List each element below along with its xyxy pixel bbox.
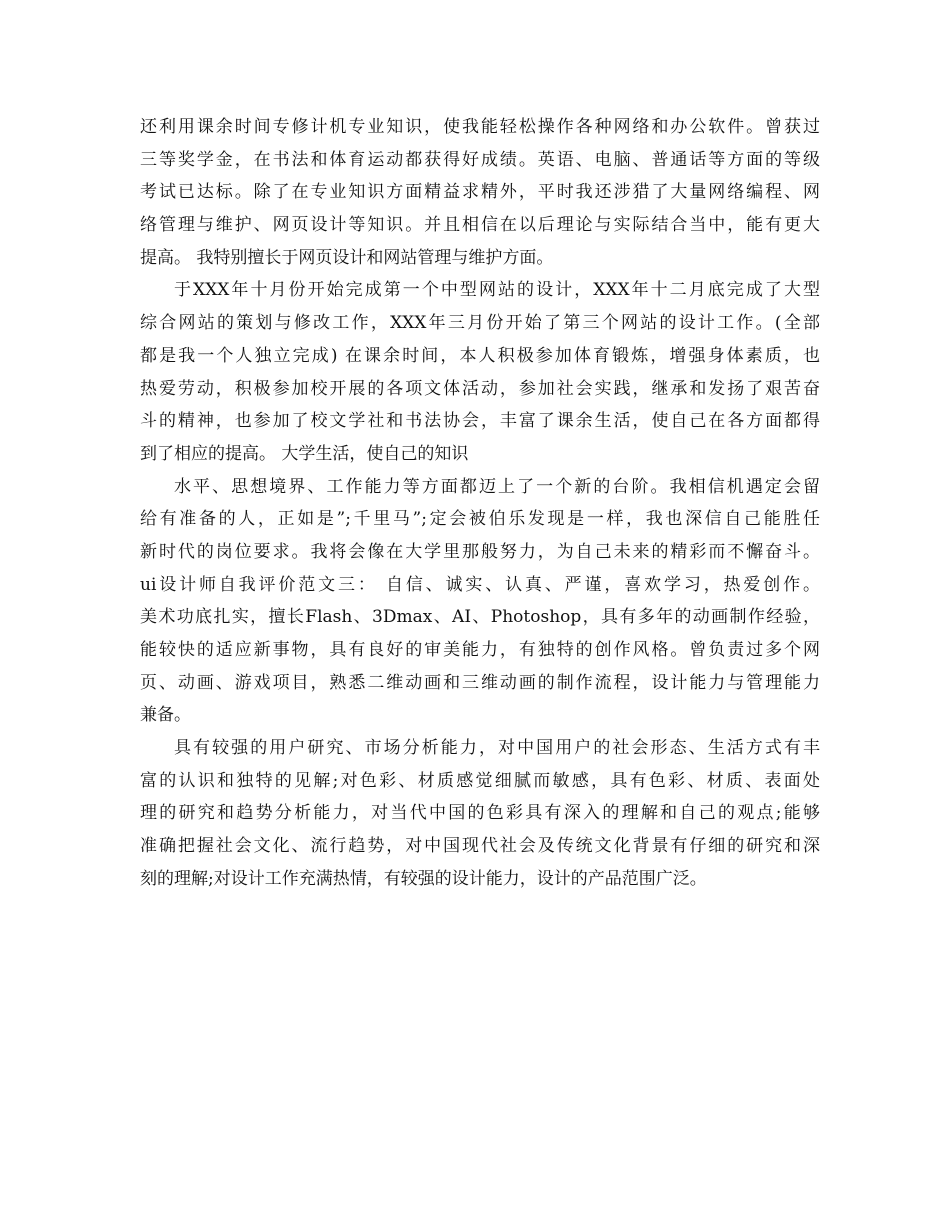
text-line: 理的研究和趋势分析能力，对当代中国的色彩具有深入的理解和自己的观点;能够 xyxy=(140,803,820,824)
text-line: 美术功底扎实，擅长Flash、3Dmax、AI、Photoshop，具有多年的动画制作经验， xyxy=(140,607,820,628)
text-line: 热爱劳动，积极参加校开展的各项文体活动，参加社会实践，继承和发扬了艰苦奋 xyxy=(140,378,820,399)
text-line: 水平、思想境界、工作能力等方面都迈上了一个新的台阶。我相信机遇定会留 xyxy=(174,476,820,497)
text-line: 兼备。 xyxy=(140,705,191,726)
text-line: ui设计师自我评价范文三： 自信、诚实、认真、严谨，喜欢学习，热爱创作。 xyxy=(140,574,820,595)
text-line: 于XXX年十月份开始完成第一个中型网站的设计，XXX年十二月底完成了大型 xyxy=(174,280,820,301)
body-text xyxy=(140,111,820,896)
text-line: 斗的精神，也参加了校文学社和书法协会，丰富了课余生活，使自己在各方面都得 xyxy=(140,411,820,432)
text-line: 具有较强的用户研究、市场分析能力，对中国用户的社会形态、生活方式有丰 xyxy=(174,738,820,759)
text-line: 能较快的适应新事物，具有良好的审美能力，有独特的创作风格。曾负责过多个网 xyxy=(140,640,820,660)
text-line: 富的认识和独特的见解;对色彩、材质感觉细腻而敏感，具有色彩、材质、表面处 xyxy=(140,770,820,791)
text-line: 提高。 我特别擅长于网页设计和网站管理与维护方面。 xyxy=(140,247,554,268)
text-line: 页、动画、游戏项目，熟悉二维动画和三维动画的制作流程，设计能力与管理能力 xyxy=(140,672,820,693)
text-line: 考试已达标。除了在专业知识方面精益求精外，平时我还涉猎了大量网络编程、网 xyxy=(140,182,820,203)
text-line: 到了相应的提高。 大学生活，使自己的知识 xyxy=(140,443,469,464)
text-line: 都是我一个人独立完成) 在课余时间，本人积极参加体育锻炼，增强身体素质，也 xyxy=(140,345,820,366)
text-line: 给有准备的人，正如是”;千里马”;定会被伯乐发现是一样，我也深信自己能胜任 xyxy=(140,509,820,530)
text-line: 三等奖学金，在书法和体育运动都获得好成绩。英语、电脑、普通话等方面的等级 xyxy=(140,149,820,170)
text-line: 新时代的岗位要求。我将会像在大学里那般努力，为自己未来的精彩而不懈奋斗。 xyxy=(140,541,820,562)
text-line: 准确把握社会文化、流行趋势，对中国现代社会及传统文化背景有仔细的研究和深 xyxy=(140,836,820,857)
text-line: 刻的理解;对设计工作充满热情，有较强的设计能力，设计的产品范围广泛。 xyxy=(140,868,707,889)
text-line: 还利用课余时间专修计机专业知识，使我能轻松操作各种网络和办公软件。曾获过 xyxy=(140,117,820,137)
text-line: 综合网站的策划与修改工作，XXX年三月份开始了第三个网站的设计工作。(全部 xyxy=(140,313,820,334)
text-line: 络管理与维护、网页设计等知识。并且相信在以后理论与实际结合当中，能有更大 xyxy=(140,215,820,236)
